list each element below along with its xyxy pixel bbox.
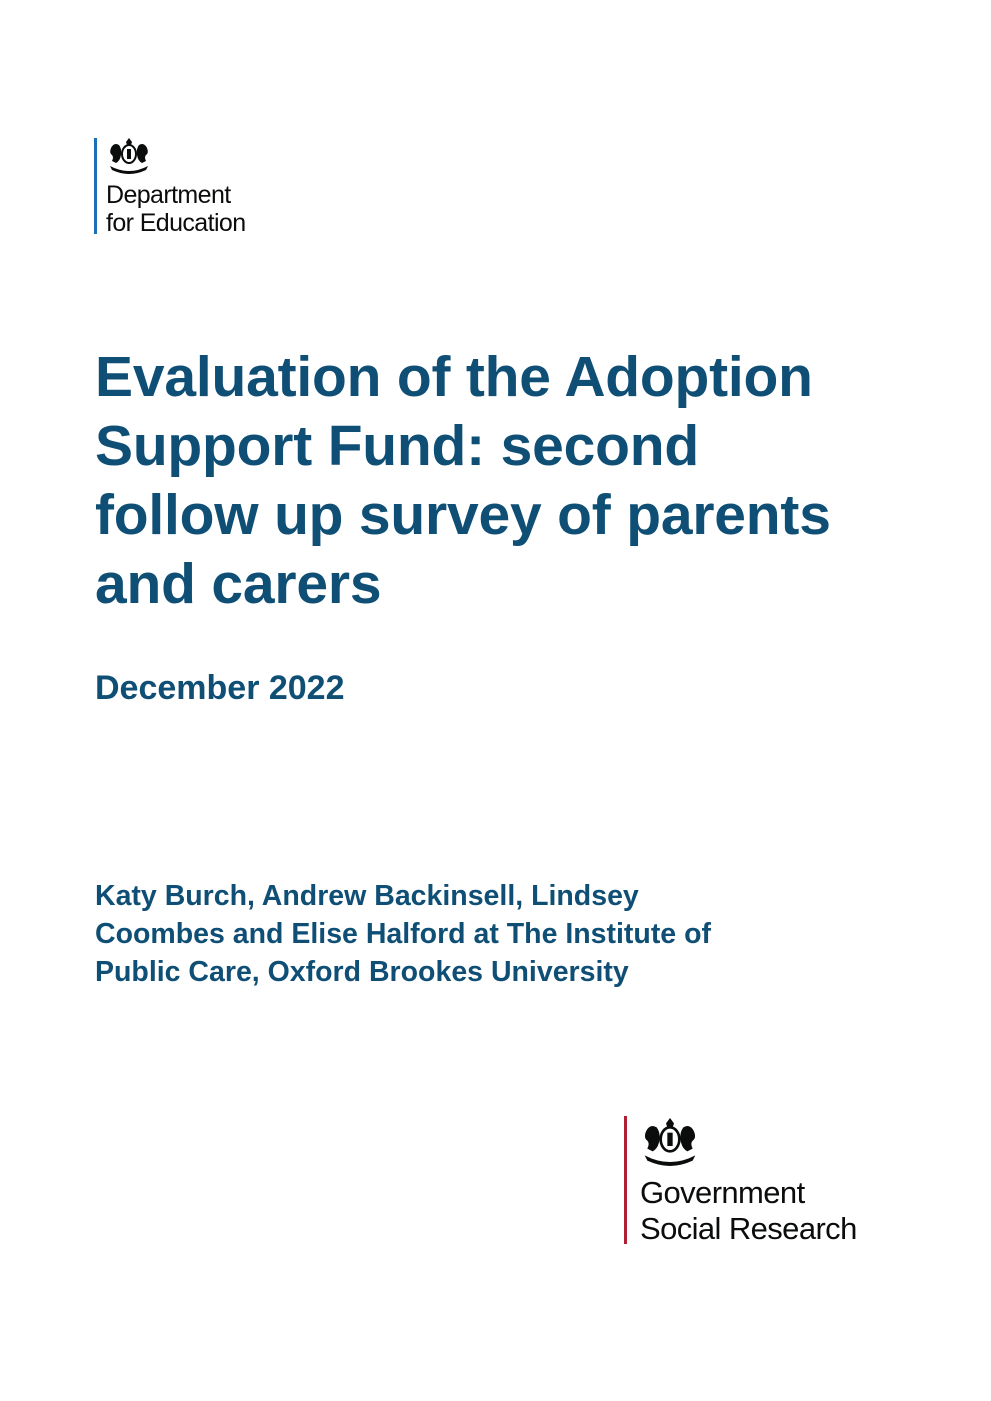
logo-line-1: Department	[106, 181, 231, 209]
royal-coat-of-arms-icon	[638, 1114, 702, 1170]
authors-line-2: Coombes and Elise Halford at The Institute of	[95, 918, 711, 950]
authors-line-3: Public Care, Oxford Brookes University	[95, 956, 629, 988]
logo-accent-bar	[94, 138, 97, 234]
document-title	[95, 343, 915, 619]
title-line-1: Evaluation of the Adoption	[95, 345, 813, 409]
title-line-4: and carers	[95, 552, 382, 616]
logo-line-2: Social Research	[640, 1211, 857, 1246]
authors	[95, 877, 855, 991]
department-for-education-logo	[94, 136, 274, 236]
publication-date: December 2022	[95, 669, 345, 707]
logo-line-1: Government	[640, 1175, 805, 1210]
title-line-2: Support Fund: second	[95, 414, 699, 478]
department-for-education-wordmark	[106, 181, 246, 237]
title-line-3: follow up survey of parents	[95, 483, 831, 547]
royal-coat-of-arms-icon	[105, 136, 153, 176]
authors-line-1: Katy Burch, Andrew Backinsell, Lindsey	[95, 880, 639, 912]
government-social-research-wordmark	[640, 1175, 857, 1247]
government-social-research-logo	[624, 1114, 904, 1246]
logo-accent-bar	[624, 1116, 627, 1244]
logo-line-2: for Education	[106, 209, 246, 237]
